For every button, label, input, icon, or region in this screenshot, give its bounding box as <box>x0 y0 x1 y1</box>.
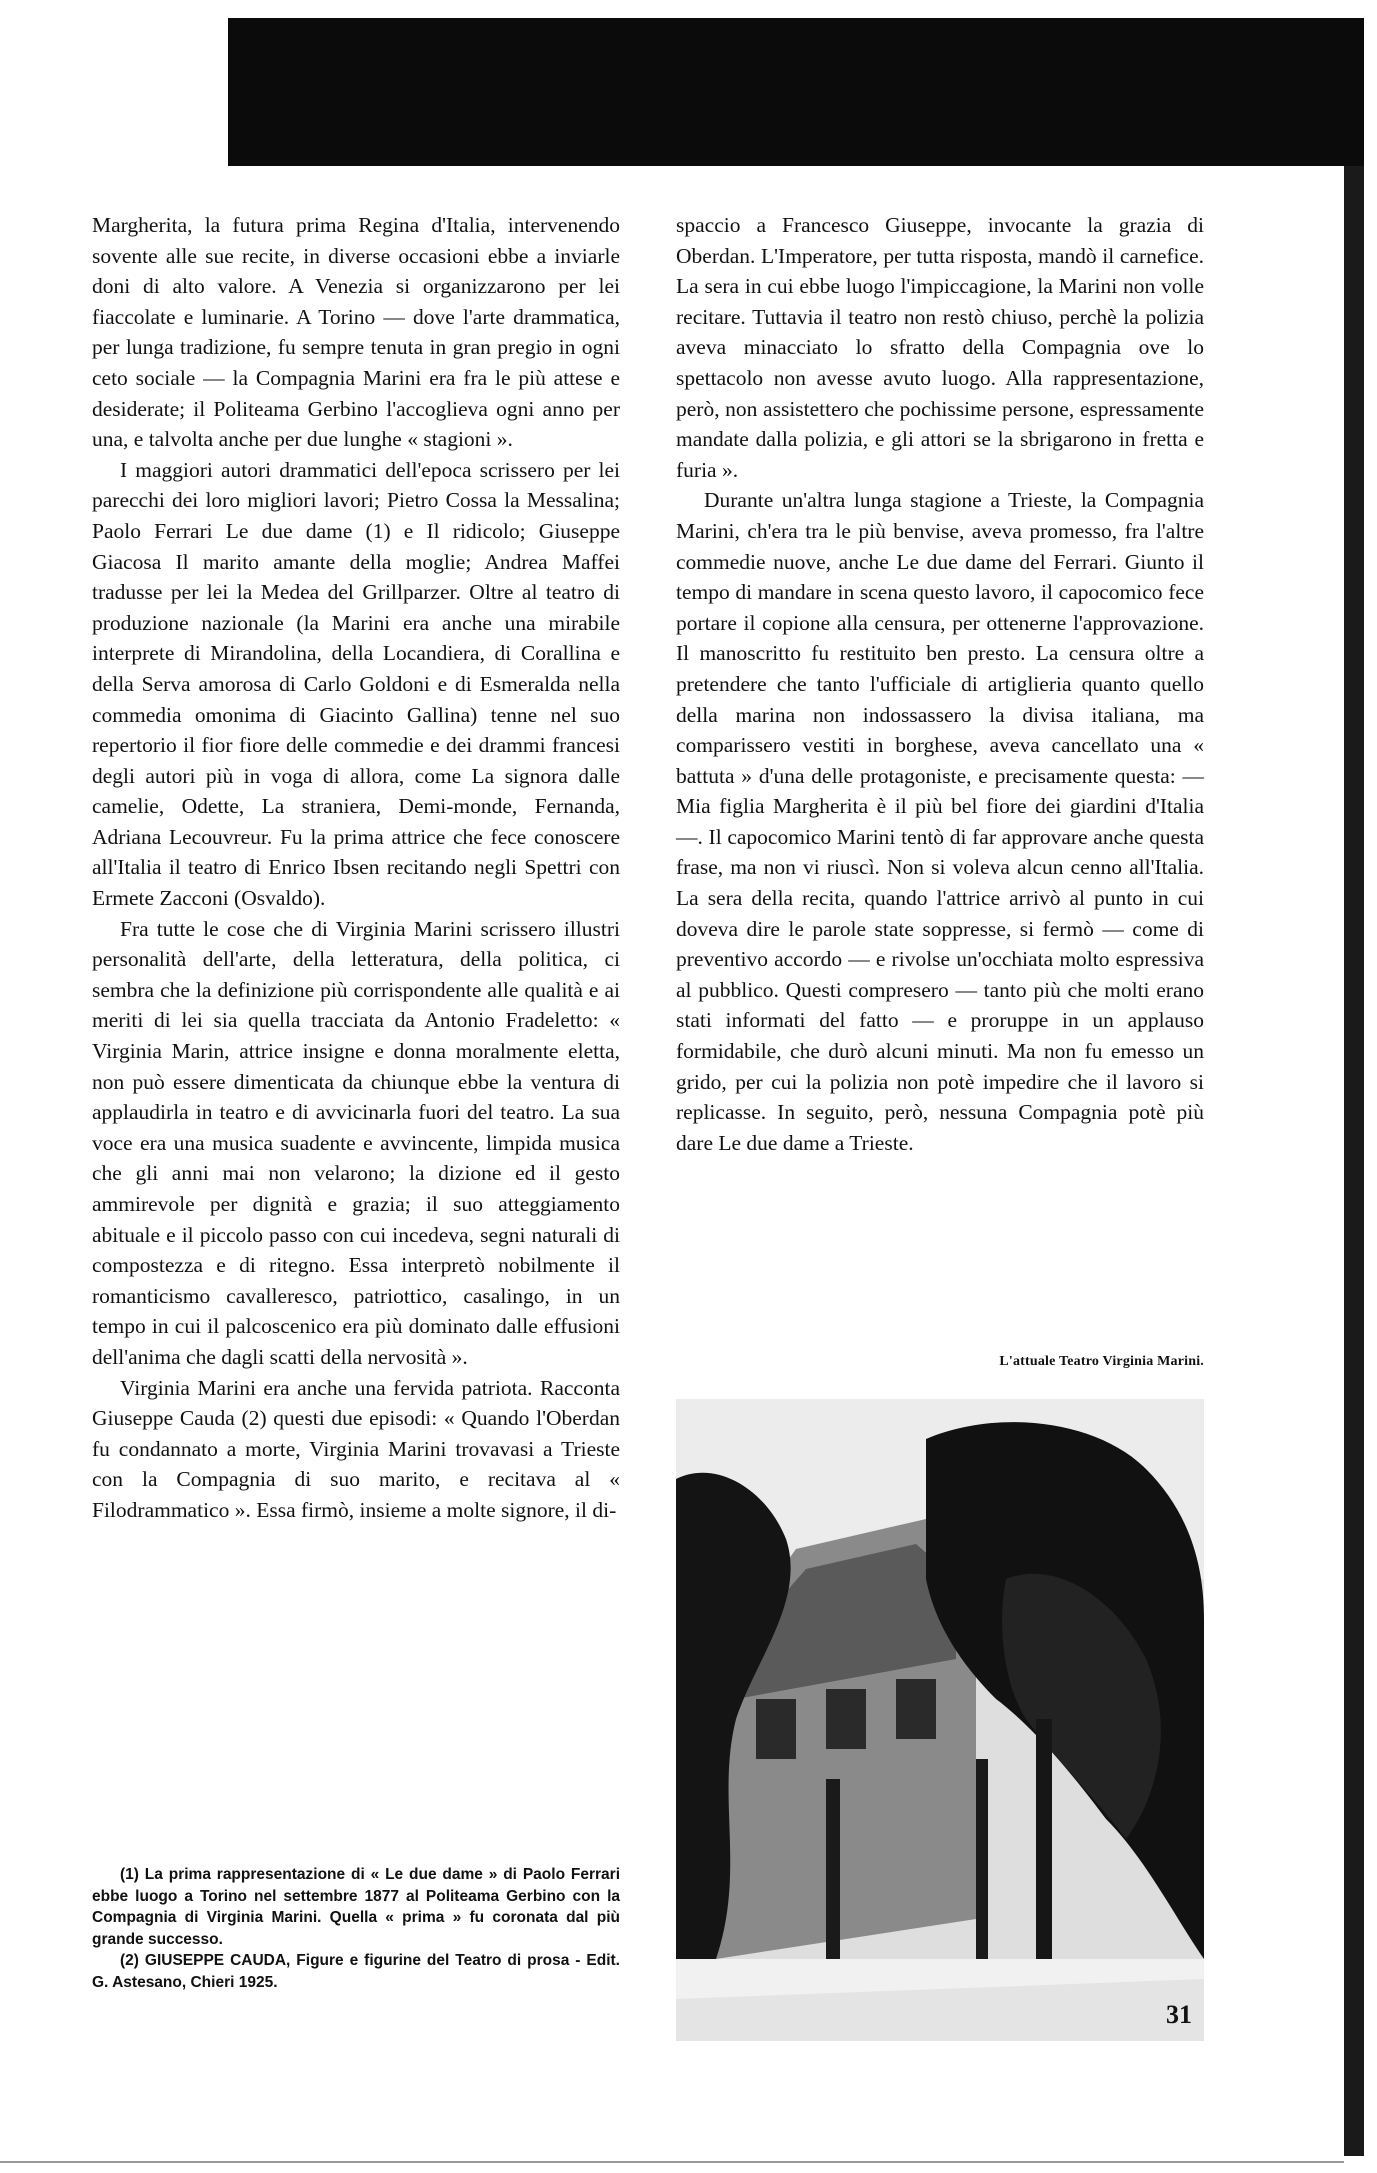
page-number: 31 <box>1166 2000 1192 2029</box>
paragraph: Fra tutte le cose che di Virginia Marini scrissero illustri personalità dell'arte, della letteratura, della politica, ci sembra che la definizione più corrispondente alle qualità e ai meriti di lei sia quella tracciata da Antonio Fradeletto: « Virginia Marin, attrice insigne e donna moralmente eletta, non può essere dimenticata da chiunque ebbe la ventura di applaudirla in teatro e di avvicinarla fuori del teatro. La sua voce era una musica suadente e avvincente, limpida musica che gli anni mai non velarono; la dizione ed il gesto ammirevole per dignità e grazia; il suo atteggiamento abituale e il piccolo passo con cui incedeva, segni naturali di compostezza e di ritegno. Essa interpretò nobilmente il romanticismo cavalleresco, patriottico, casalingo, in un tempo in cui il palcoscenico era più dominato dalle effusioni dell'anima che dagli scatti della nervosità ». <box>92 916 620 1369</box>
footnote: (2) GIUSEPPE CAUDA, Figure e figurine del Teatro di prosa - Edit. G. Astesano, Chieri 1925. <box>92 1952 620 1991</box>
paragraph: Durante un'altra lunga stagione a Trieste, la Compagnia Marini, ch'era tra le più benvise, aveva promesso, fra l'altre commedie nuove, anche Le due dame del Ferrari. Giunto il tempo di mandare in scena questo lavoro, il capocomico fece portare il copione alla censura, per ottenerne l'approvazione. Il manoscritto fu restituito ben presto. La censura oltre a pretendere che tanto l'ufficiale di artiglieria quanto quello della marina non indossassero la divisa italiana, ma comparissero vestiti in borghese, aveva cancellato una « battuta » d'una delle protagoniste, e precisamente questa: — Mia figlia Margherita è il più bel fiore dei giardini d'Italia —. Il capocomico Marini tentò di far approvare anche questa frase, ma non vi riuscì. Non si voleva alcun cenno all'Italia. La sera della recita, quando l'attrice arrivò al punto in cui doveva dire le parole state soppresse, si fermò — come di preventivo accordo — e rivolse un'occhiata molto espressiva al pubblico. Questi compresero — tanto più che molti erano stati informati del fatto — e proruppe in un applauso formidabile, che durò alcuni minuti. Ma non fu emesso un grido, per cui la polizia non potè impedire che il lavoro si replicasse. In seguito, però, nessuna Compagnia potè più dare Le due dame a Trieste. <box>676 488 1204 1155</box>
theatre-photo <box>676 1399 1204 2041</box>
paragraph: Margherita, la futura prima Regina d'Italia, intervenendo sovente alle sue recite, in diverse occasioni ebbe a inviarle doni di alto valore. A Venezia si organizzarono per lei fiaccolate e luminarie. A Torino — dove l'arte drammatica, per lunga tradizione, fu sempre tenuta in gran pregio in ogni ceto sociale — la Compagnia Marini era fra le più attese e desiderate; il Politeama Gerbino l'accoglieva ogni anno per una, e talvolta anche per due lunghe « stagioni ». <box>92 213 620 452</box>
paragraph: Virginia Marini era anche una fervida patriota. Racconta Giuseppe Cauda (2) questi due episodi: « Quando l'Oberdan fu condannato a morte, Virginia Marini trovavasi a Trieste con la Compagnia di suo marito, e recitava al « Filodrammatico ». Essa firmò, insieme a molte signore, il di- <box>92 1375 620 1522</box>
page-right-edge-shadow <box>1344 166 1364 2156</box>
paragraph: spaccio a Francesco Giuseppe, invocante la grazia di Oberdan. L'Imperatore, per tutta risposta, mandò il carnefice. La sera in cui ebbe luogo l'impiccagione, la Marini non volle recitare. Tuttavia il teatro non restò chiuso, perchè la polizia aveva minacciato lo sfratto della Compagnia ove lo spettacolo non avesse avuto luogo. Alla rappresentazione, però, non assistettero che pochissime persone, espressamente mandate dalla polizia, e gli attori se la sbrigarono in fretta e furia ». <box>676 213 1204 482</box>
left-text-column <box>92 210 620 1526</box>
footnote: (1) La prima rappresentazione di « Le due dame » di Paolo Ferrari ebbe luogo a Torino nel settembre 1877 al Politeama Gerbino con la Compagnia di Virginia Marini. Quella « prima » fu coronata dal più grande successo. <box>92 1866 620 1948</box>
photo-caption: L'attuale Teatro Virginia Marini. <box>999 1354 1204 1369</box>
top-black-bar <box>228 18 1364 166</box>
paragraph: I maggiori autori drammatici dell'epoca scrissero per lei parecchi dei loro migliori lavori; Pietro Cossa la Messalina; Paolo Ferrari Le due dame (1) e Il ridicolo; Giuseppe Giacosa Il marito amante della moglie; Andrea Maffei tradusse per lei la Medea del Grillparzer. Oltre al teatro di produzione nazionale (la Marini era anche una mirabile interprete di Mirandolina, della Locandiera, di Corallina e della Serva amorosa di Carlo Goldoni e di Esmeralda nella commedia omonima di Giacinto Gallina) tenne nel suo repertorio il fior fiore delle commedie e dei drammi francesi degli autori più in voga di allora, come La signora dalle camelie, Odette, La straniera, Demi-monde, Fernanda, Adriana Lecouvreur. Fu la prima attrice che fece conoscere all'Italia il teatro di Enrico Ibsen recitando negli Spettri con Ermete Zacconi (Osvaldo). <box>92 457 620 911</box>
right-text-column <box>676 210 1204 1158</box>
theatre-photo-graphic <box>676 1399 1204 2041</box>
footnotes <box>92 1864 620 1993</box>
